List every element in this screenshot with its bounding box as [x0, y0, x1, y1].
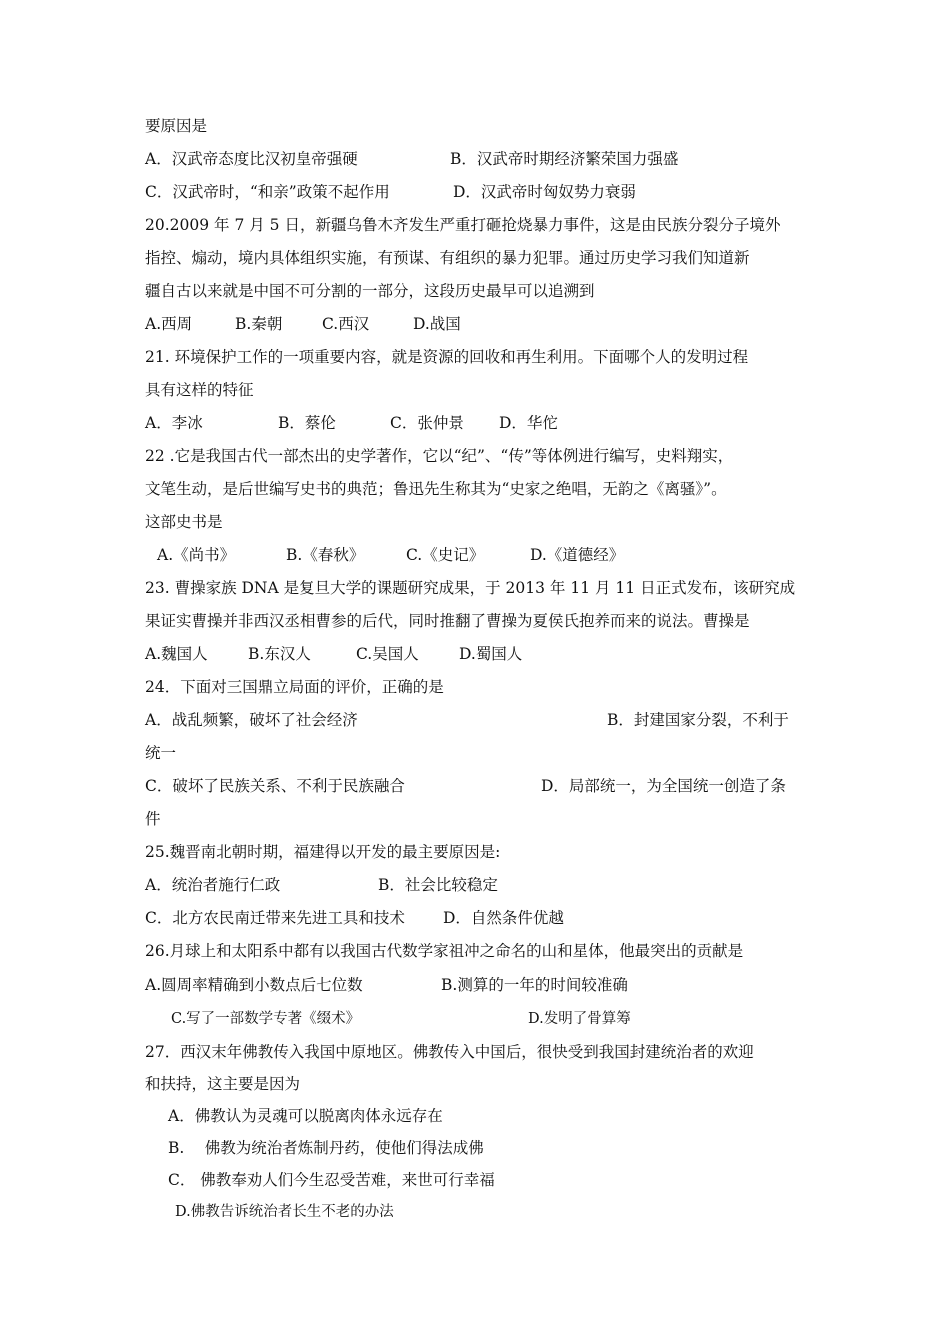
q26-option-b: B.测算的一年的时间较准确 [441, 976, 628, 994]
q24-option-b: B．封建国家分裂，不利于 [607, 711, 789, 729]
q21-option-c: C．张仲景 [390, 414, 464, 432]
q22-stem-line-3: 这部史书是 [145, 513, 223, 531]
q22-option-c: C.《史记》 [406, 546, 485, 564]
q21-option-b: B．蔡伦 [278, 414, 336, 432]
q20-stem-line-1: 20.2009 年 7 月 5 日，新疆乌鲁木齐发生严重打砸抢烧暴力事件，这是由民族分裂分子境外 [145, 216, 781, 234]
q25-option-a: A．统治者施行仁政 [145, 876, 281, 894]
q27-option-a: A．佛教认为灵魂可以脱离肉体永远存在 [168, 1107, 443, 1125]
q23-option-a: A.魏国人 [145, 645, 208, 663]
q26-option-c: C.写了一部数学专著《缀术》 [171, 1011, 361, 1027]
q27-option-d: D.佛教告诉统治者长生不老的办法 [175, 1204, 394, 1220]
q19-option-a: A．汉武帝态度比汉初皇帝强硬 [145, 150, 358, 168]
q24-option-c: C．破坏了民族关系、不利于民族融合 [145, 777, 405, 795]
q19-stem-end: 要原因是 [145, 117, 208, 135]
q20-stem-line-3: 疆自古以来就是中国不可分割的一部分，这段历史最早可以追溯到 [145, 282, 595, 300]
q23-stem-line-2: 果证实曹操并非西汉丞相曹参的后代，同时推翻了曹操为夏侯氏抱养而来的说法。曹操是 [145, 612, 750, 630]
q22-stem-line-2: 文笔生动，是后世编写史书的典范；鲁迅先生称其为“史家之绝唱，无韵之《离骚》”。 [145, 480, 727, 498]
q19-option-c: C．汉武帝时，“和亲”政策不起作用 [145, 183, 390, 201]
q21-option-a: A．李冰 [145, 414, 203, 432]
q20-option-d: D.战国 [413, 315, 461, 333]
q22-option-d: D.《道德经》 [530, 546, 625, 564]
q24-option-d-continued: 件 [145, 810, 161, 828]
q27-option-c: C． 佛教奉劝人们今生忍受苦难，来世可行幸福 [168, 1171, 495, 1189]
q24-stem: 24．下面对三国鼎立局面的评价，正确的是 [145, 678, 444, 696]
q19-option-d: D．汉武帝时匈奴势力衰弱 [453, 183, 636, 201]
q23-option-d: D.蜀国人 [459, 645, 523, 663]
q25-stem: 25.魏晋南北朝时期，福建得以开发的最主要原因是: [145, 843, 501, 861]
q25-option-d: D．自然条件优越 [443, 909, 564, 927]
q19-option-b: B．汉武帝时期经济繁荣国力强盛 [450, 150, 679, 168]
q26-stem: 26.月球上和太阳系中都有以我国古代数学家祖冲之命名的山和星体，他最突出的贡献是 [145, 942, 744, 960]
q22-option-a: A.《尚书》 [157, 546, 236, 564]
q25-option-c: C．北方农民南迁带来先进工具和技术 [145, 909, 405, 927]
q22-stem-line-1: 22 .它是我国古代一部杰出的史学著作，它以“纪”、“传”等体例进行编写，史料翔实， [145, 447, 734, 465]
q24-option-b-continued: 统一 [145, 744, 177, 762]
q20-option-b: B.秦朝 [235, 315, 283, 333]
q26-option-d: D.发明了骨算筹 [528, 1011, 631, 1027]
q20-stem-line-2: 指控、煽动，境内具体组织实施，有预谋、有组织的暴力犯罪。通过历史学习我们知道新 [145, 249, 750, 267]
q21-stem-line-2: 具有这样的特征 [145, 381, 254, 399]
q21-option-d: D．华佗 [499, 414, 558, 432]
q25-option-b: B．社会比较稳定 [378, 876, 498, 894]
q23-option-b: B.东汉人 [248, 645, 311, 663]
q23-stem-line-1: 23. 曹操家族 DNA 是复旦大学的课题研究成果，于 2013 年 11 月 11 日正式发布，该研究成 [145, 579, 796, 597]
q27-stem-line-2: 和扶持，这主要是因为 [145, 1075, 301, 1093]
q26-option-a: A.圆周率精确到小数点后七位数 [145, 976, 363, 994]
q24-option-a: A．战乱频繁，破坏了社会经济 [145, 711, 358, 729]
q27-stem-line-1: 27．西汉末年佛教传入我国中原地区。佛教传入中国后，很快受到我国封建统治者的欢迎 [145, 1043, 754, 1061]
q20-option-c: C.西汉 [322, 315, 370, 333]
q23-option-c: C.吴国人 [356, 645, 419, 663]
q20-option-a: A.西周 [145, 315, 193, 333]
q24-option-d: D．局部统一，为全国统一创造了条 [541, 777, 786, 795]
q21-stem-line-1: 21. 环境保护工作的一项重要内容，就是资源的回收和再生利用。下面哪个人的发明过程 [145, 348, 749, 366]
q22-option-b: B.《春秋》 [286, 546, 365, 564]
q27-option-b: B. 佛教为统治者炼制丹药，使他们得法成佛 [168, 1139, 484, 1157]
